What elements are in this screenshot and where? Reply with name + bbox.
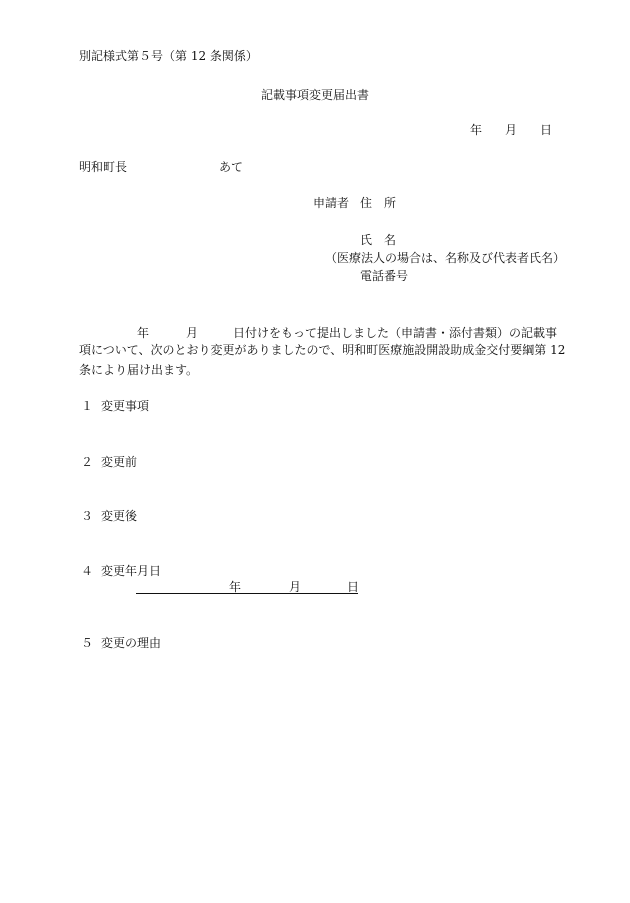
applicant-address-label: 住 所 bbox=[360, 196, 397, 210]
body-month: 月 bbox=[186, 326, 199, 340]
addressee-suffix: あて bbox=[219, 160, 244, 174]
item-number: １ bbox=[81, 399, 94, 413]
change-date-day: 日 bbox=[347, 580, 360, 594]
item-number: ３ bbox=[81, 509, 94, 523]
item-number: ５ bbox=[81, 636, 94, 650]
item-label: 変更年月日 bbox=[101, 564, 162, 578]
header-date-month: 月 bbox=[505, 123, 518, 137]
body-year: 年 bbox=[137, 326, 150, 340]
item-label: 変更事項 bbox=[101, 399, 150, 413]
corporation-note: （医療法人の場合は、名称及び代表者氏名） bbox=[325, 251, 566, 265]
header-date-day: 日 bbox=[540, 123, 553, 137]
item-label: 変更後 bbox=[101, 509, 138, 523]
item-number: ４ bbox=[81, 564, 94, 578]
document-title: 記載事項変更届出書 bbox=[261, 88, 370, 102]
body-line-2: 項について、次のとおり変更がありましたので、明和町医療施設開設助成金交付要綱第 12 bbox=[79, 343, 566, 357]
item-label: 変更の理由 bbox=[101, 636, 162, 650]
form-number: 別記様式第５号（第 12 条関係） bbox=[79, 49, 258, 63]
body-line-1: 日付けをもって提出しました（申請書・添付書類）の記載事 bbox=[233, 326, 558, 340]
item-number: ２ bbox=[81, 455, 94, 469]
body-line-3: 条により届け出ます。 bbox=[79, 363, 199, 377]
item-label: 変更前 bbox=[101, 455, 138, 469]
applicant-label: 申請者 bbox=[313, 196, 350, 210]
addressee-name: 明和町長 bbox=[79, 160, 128, 174]
change-date-month: 月 bbox=[289, 580, 302, 594]
change-date-underline bbox=[136, 593, 358, 594]
applicant-phone-label: 電話番号 bbox=[360, 269, 409, 283]
change-date-year: 年 bbox=[229, 580, 242, 594]
applicant-name-label: 氏 名 bbox=[360, 233, 397, 247]
header-date-year: 年 bbox=[470, 123, 483, 137]
